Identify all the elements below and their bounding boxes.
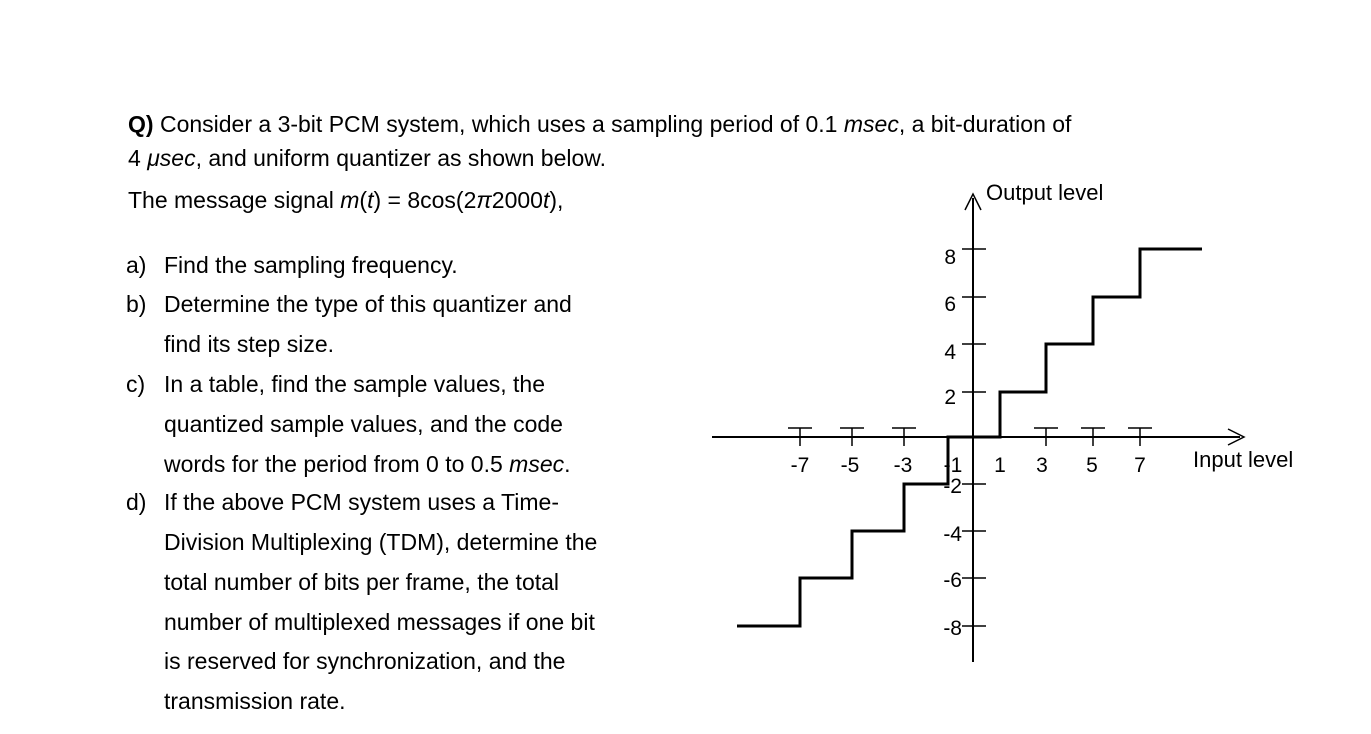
q3-t: t — [367, 187, 374, 213]
item-d-line: is reserved for synchronization, and the — [164, 648, 566, 674]
item-d-line: total number of bits per frame, the total — [164, 569, 560, 595]
q3-e: ), — [549, 187, 564, 213]
y-tick-label: 8 — [944, 246, 956, 269]
item-d-line: Division Multiplexing (TDM), determine the — [164, 529, 598, 555]
x-tick-label: 3 — [1036, 454, 1048, 477]
q3-a: The message signal — [128, 187, 341, 213]
y-tick-label: 4 — [944, 341, 956, 364]
x-tick-label: 7 — [1134, 454, 1146, 477]
q3-m: m — [340, 187, 360, 213]
item-a-letter: a) — [126, 252, 147, 278]
item-c-letter: c) — [126, 371, 146, 397]
q1-a: Consider a 3-bit PCM system, which uses a sampling period of 0.1 — [153, 111, 844, 137]
q2-a: 4 — [128, 145, 148, 171]
q1-unit: msec — [843, 111, 899, 137]
x-tick-label: -3 — [893, 454, 913, 477]
item-c-unit: msec — [509, 451, 565, 477]
q3-pi: π — [476, 187, 492, 213]
item-d-line: If the above PCM system uses a Time- — [164, 489, 559, 515]
q2-unit: μsec — [147, 145, 196, 171]
y-tick-label: -4 — [943, 523, 962, 546]
item-c-line: quantized sample values, and the code — [164, 411, 563, 437]
x-tick-label: -7 — [790, 454, 810, 477]
item-d-line: transmission rate. — [164, 688, 346, 714]
y-tick-label: -6 — [943, 569, 962, 592]
item-c-end: . — [564, 451, 571, 477]
item-d-line: number of multiplexed messages if one bit — [164, 609, 595, 635]
y-tick-label: 2 — [944, 386, 956, 409]
q3-d: 2000 — [491, 187, 543, 213]
item-b-line: Determine the type of this quantizer and — [164, 291, 572, 317]
y-tick-label: 6 — [944, 293, 956, 316]
q3-t2: t — [542, 187, 550, 213]
item-b-letter: b) — [126, 291, 147, 317]
x-tick-label: 5 — [1086, 454, 1098, 477]
q1-b: , a bit-duration of — [898, 111, 1072, 137]
q2-b: , and uniform quantizer as shown below. — [195, 145, 606, 171]
x-axis-label: Input level — [1193, 447, 1294, 472]
item-c-line-text: words for the period from 0 to 0.5 — [164, 451, 510, 477]
item-b-line: find its step size. — [164, 331, 335, 357]
item-c-line: In a table, find the sample values, the — [164, 371, 546, 397]
item-d-letter: d) — [126, 489, 147, 515]
y-axis-label: Output level — [986, 180, 1104, 205]
x-tick-label: -1 — [943, 454, 963, 477]
item-a-line: Find the sampling frequency. — [164, 252, 458, 278]
q3-b: ( — [359, 187, 368, 213]
x-tick-label: -5 — [840, 454, 860, 477]
q3-c: ) = 8cos(2 — [373, 187, 477, 213]
y-tick-label: -2 — [943, 475, 962, 498]
x-tick-label: 1 — [994, 454, 1006, 477]
y-tick-label: -8 — [943, 617, 962, 640]
question-label: Q) — [128, 111, 154, 137]
